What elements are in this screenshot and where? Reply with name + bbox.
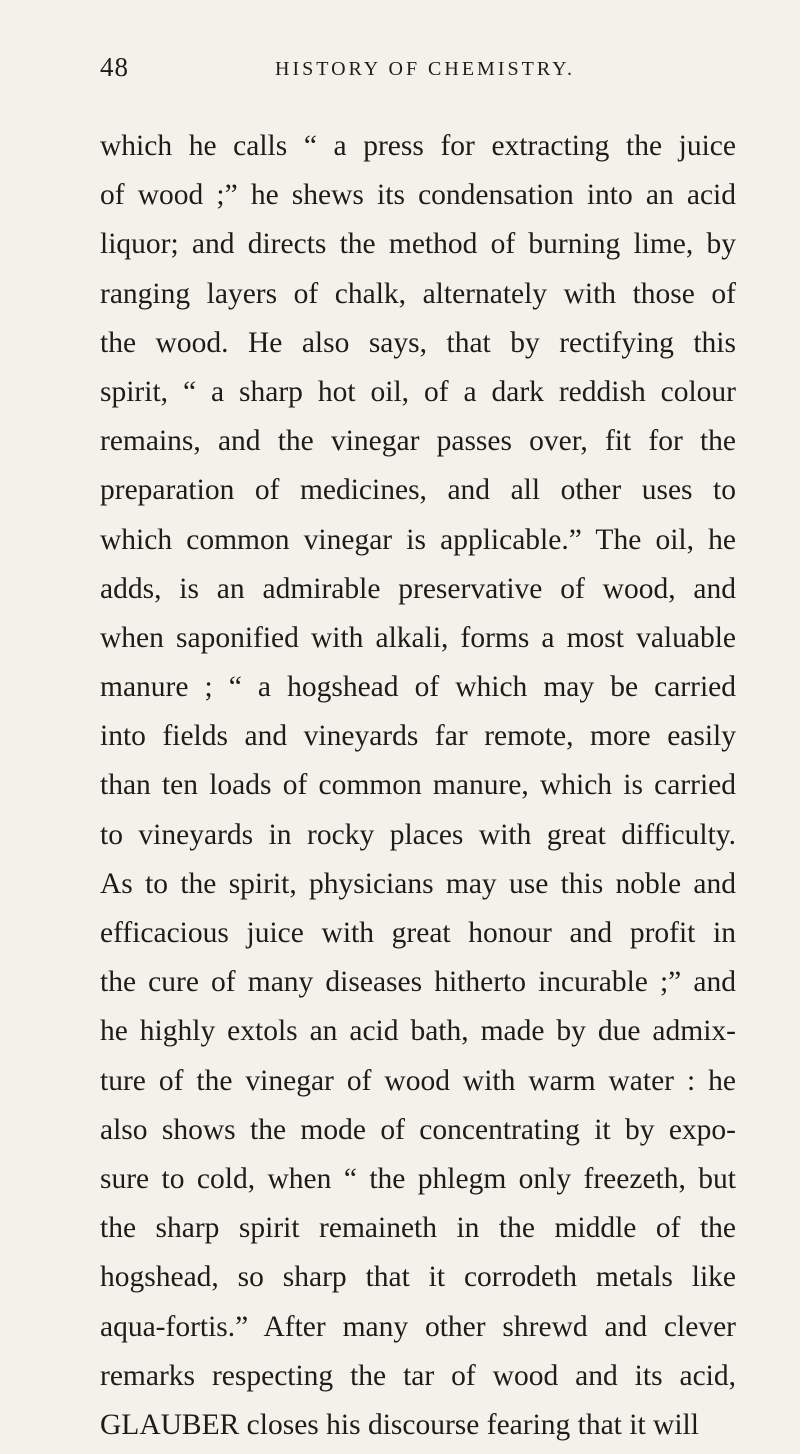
text-line: hogshead, so sharp that it corrodeth metals like — [100, 1261, 736, 1294]
text-line: remarks respecting the tar of wood and its acid, — [100, 1359, 736, 1392]
page-number: 48 — [100, 52, 129, 82]
text-line: spirit, “ a sharp hot oil, of a dark reddish colour — [100, 375, 736, 408]
text-line: GLAUBER closes his discourse fearing that it will — [100, 1408, 699, 1441]
text-line: ranging layers of chalk, alternately with those of — [100, 277, 736, 310]
body-text — [100, 126, 736, 1454]
text-line: ture of the vinegar of wood with warm water : he — [100, 1064, 736, 1097]
text-line: to vineyards in rocky places with great difficulty. — [100, 818, 736, 851]
text-line: which common vinegar is applicable.” The oil, he — [100, 523, 736, 556]
page-header — [100, 52, 700, 92]
text-line: adds, is an admirable preservative of wood, and — [100, 572, 736, 605]
text-line: when saponified with alkali, forms a most valuable — [100, 621, 736, 654]
text-line: into fields and vineyards far remote, more easily — [100, 720, 736, 753]
text-line: also shows the mode of concentrating it by expo- — [100, 1113, 736, 1146]
running-head: HISTORY OF CHEMISTRY. — [275, 58, 575, 80]
text-line: he highly extols an acid bath, made by due admix- — [100, 1015, 736, 1048]
text-line: of wood ;” he shews its condensation into an acid — [100, 179, 736, 212]
text-line: aqua-fortis.” After many other shrewd and clever — [100, 1310, 736, 1343]
text-line: liquor; and directs the method of burning lime, by — [100, 228, 736, 261]
text-line: manure ; “ a hogshead of which may be carried — [100, 671, 736, 704]
text-line: the wood. He also says, that by rectifying this — [100, 326, 736, 359]
text-line: remains, and the vinegar passes over, fit for the — [100, 425, 736, 458]
text-line: which he calls “ a press for extracting the juice — [100, 130, 736, 162]
text-line: the cure of many diseases hitherto incurable ;” and — [100, 966, 736, 999]
text-line: As to the spirit, physicians may use this noble and — [100, 867, 736, 900]
text-line: efficacious juice with great honour and profit in — [100, 917, 736, 949]
text-line: the sharp spirit remaineth in the middle of the — [100, 1212, 736, 1245]
text-line: than ten loads of common manure, which is carried — [100, 769, 736, 802]
text-line: sure to cold, when “ the phlegm only freezeth, but — [100, 1162, 736, 1195]
text-line: preparation of medicines, and all other uses to — [100, 474, 736, 507]
